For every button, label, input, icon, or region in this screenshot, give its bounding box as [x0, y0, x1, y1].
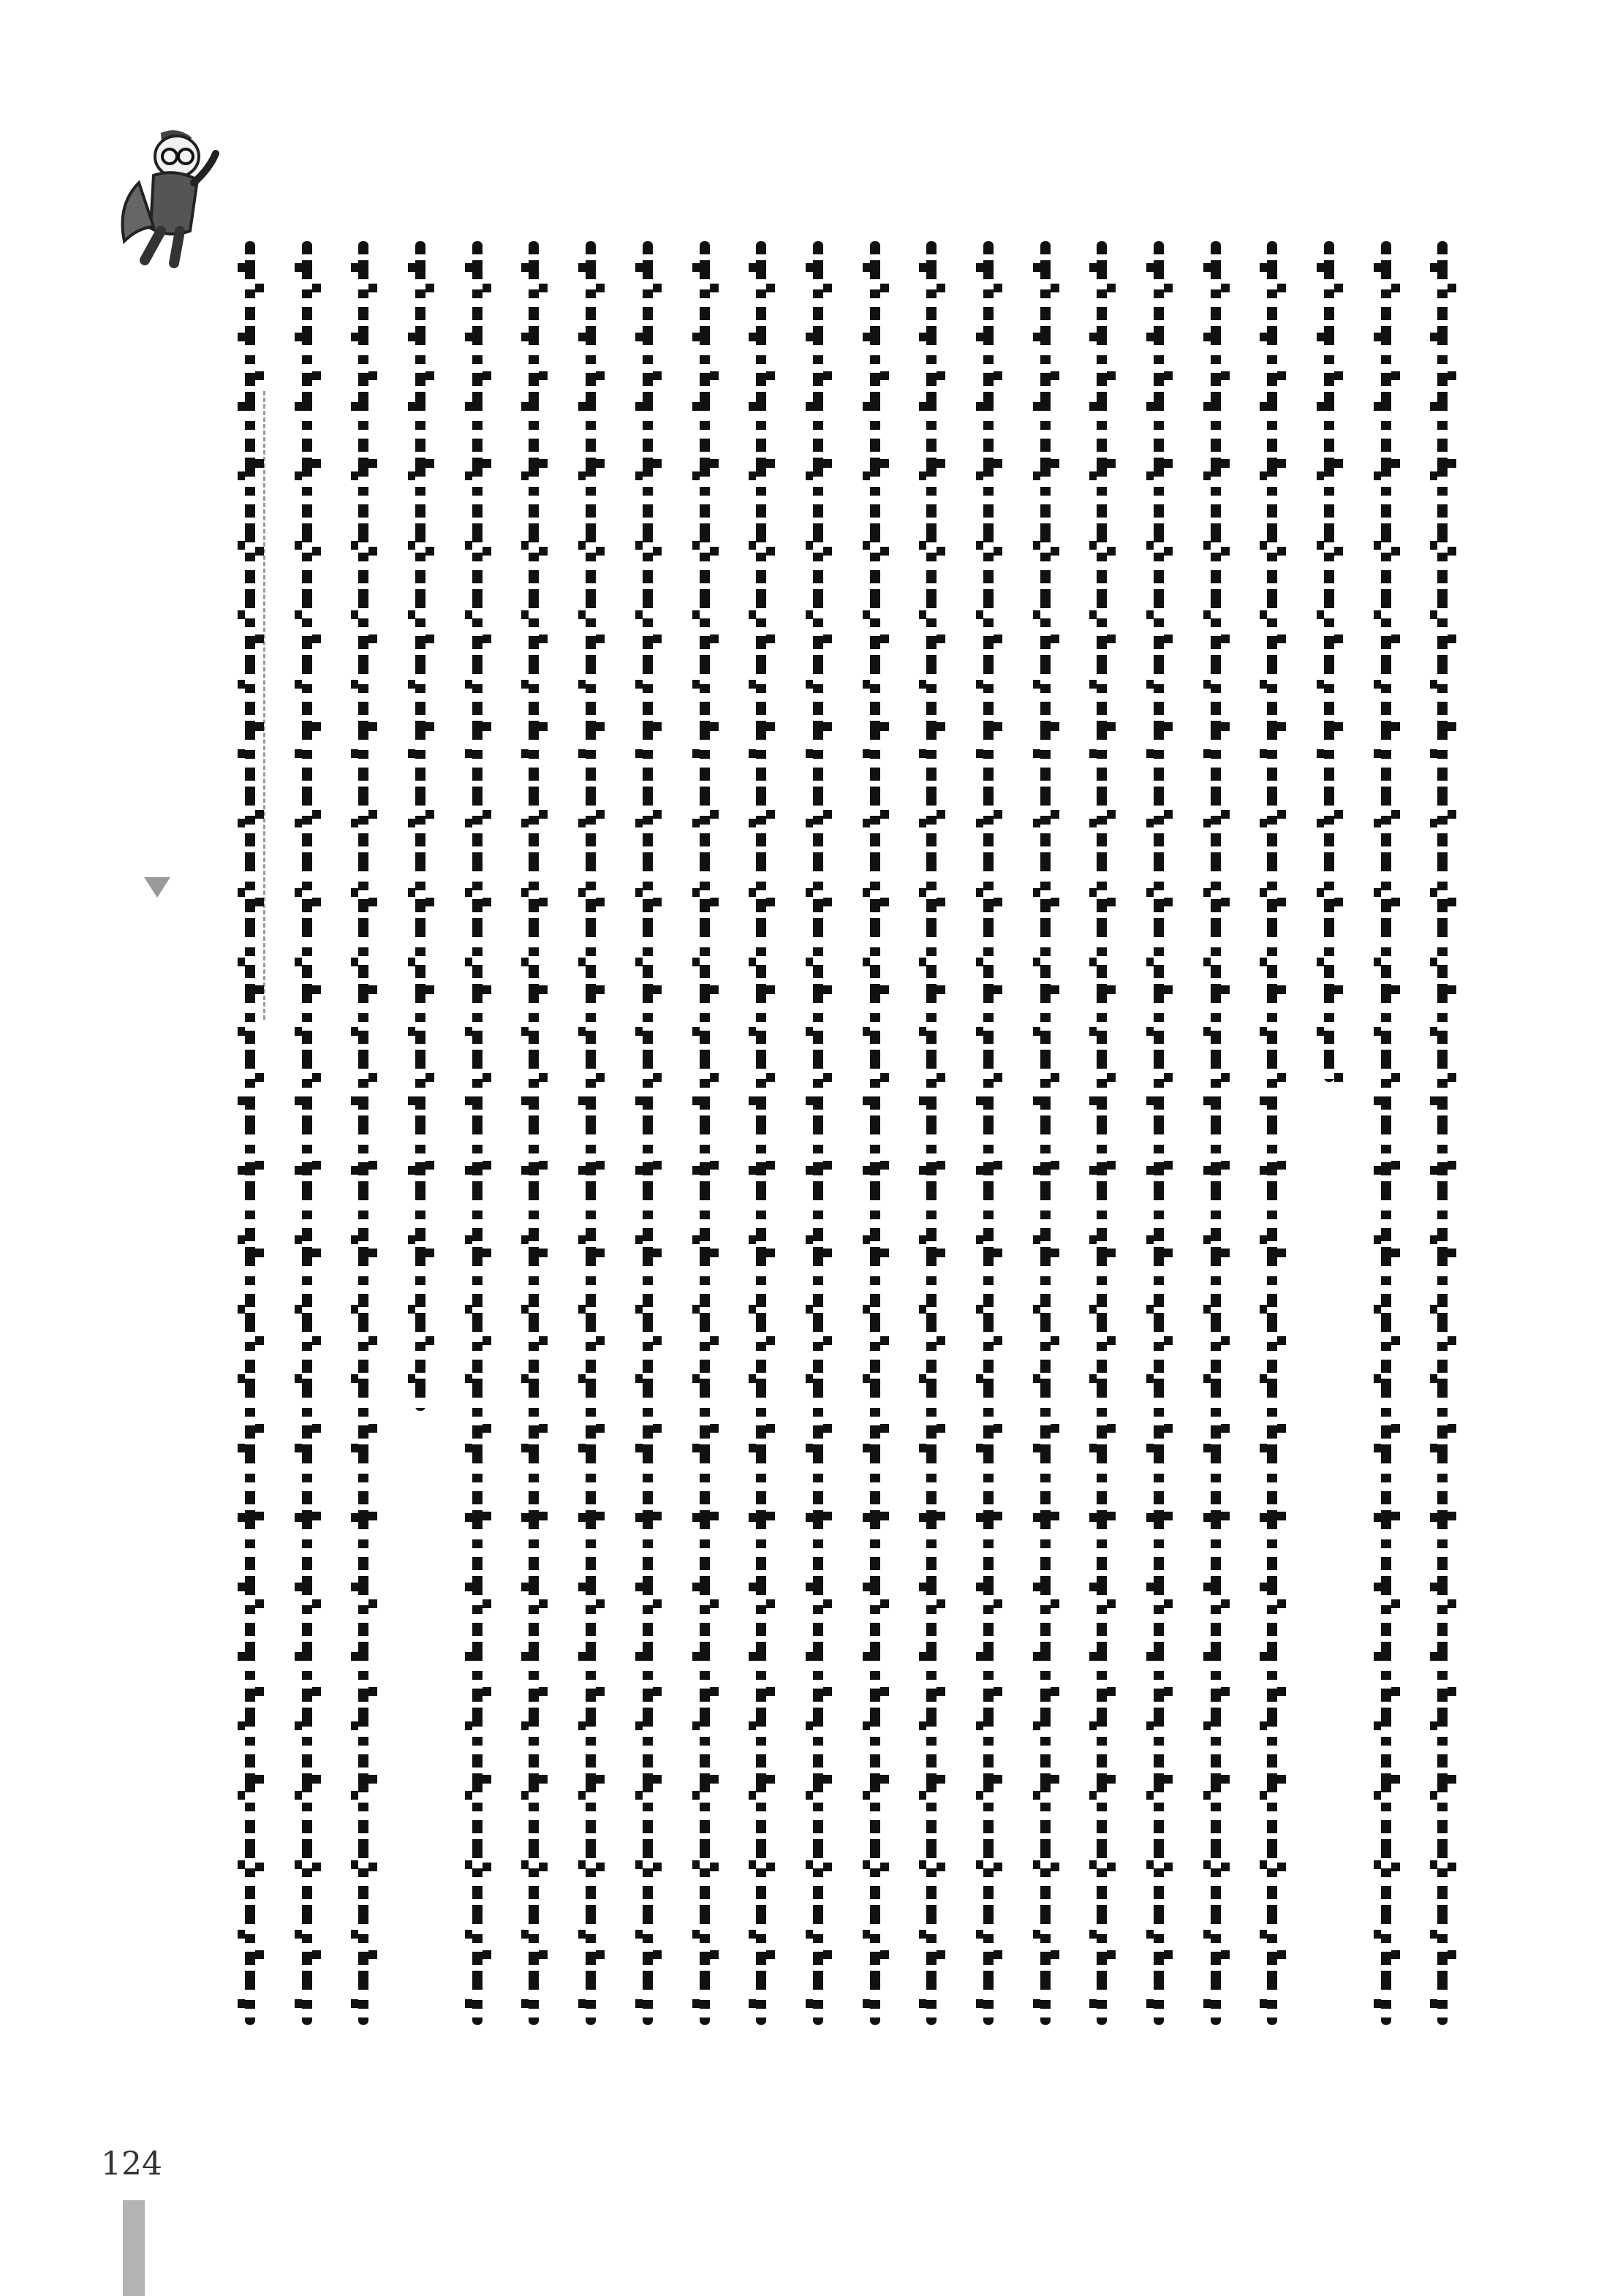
script-line	[302, 241, 312, 2025]
script-line	[586, 241, 596, 2025]
text-column	[1245, 241, 1302, 2025]
script-line	[643, 241, 653, 2025]
script-line	[1437, 241, 1448, 2025]
text-column	[1132, 241, 1189, 2025]
text-column	[1018, 241, 1075, 2025]
text-column	[564, 241, 621, 2025]
text-column	[223, 241, 280, 2025]
text-column	[904, 241, 961, 2025]
text-column	[734, 241, 791, 2025]
text-column	[1359, 241, 1416, 2025]
cartoon-boy-with-glasses-icon	[110, 124, 219, 278]
text-column	[1415, 241, 1472, 2025]
body-text	[223, 241, 1473, 2025]
script-line	[1211, 241, 1221, 2025]
chapter-side-tab	[123, 2200, 145, 2296]
text-column	[450, 241, 507, 2025]
text-column	[678, 241, 735, 2025]
script-line	[870, 241, 880, 2025]
text-column	[1075, 241, 1132, 2025]
triangle-down-icon	[144, 877, 170, 898]
text-column	[393, 241, 450, 2025]
script-line	[415, 241, 425, 1411]
text-column	[621, 241, 678, 2025]
text-column	[848, 241, 905, 2025]
script-line	[1154, 241, 1164, 2025]
script-line	[1324, 241, 1334, 1082]
text-column	[961, 241, 1018, 2025]
script-line	[813, 241, 823, 2025]
script-line	[700, 241, 710, 2025]
text-column	[1302, 241, 1359, 2025]
script-line	[358, 241, 368, 2025]
script-line	[1097, 241, 1107, 2025]
text-column	[507, 241, 564, 2025]
text-column	[1189, 241, 1246, 2025]
script-line	[983, 241, 994, 2025]
script-line	[472, 241, 483, 2025]
script-line	[926, 241, 937, 2025]
script-line	[529, 241, 539, 2025]
page-number: 124	[101, 2145, 162, 2183]
script-line	[1267, 241, 1277, 2025]
script-line	[245, 241, 255, 2025]
running-header	[110, 124, 205, 914]
text-column	[336, 241, 393, 2025]
script-line	[1381, 241, 1391, 2025]
text-column	[791, 241, 848, 2025]
script-line	[1040, 241, 1051, 2025]
script-line	[756, 241, 766, 2025]
text-column	[280, 241, 337, 2025]
